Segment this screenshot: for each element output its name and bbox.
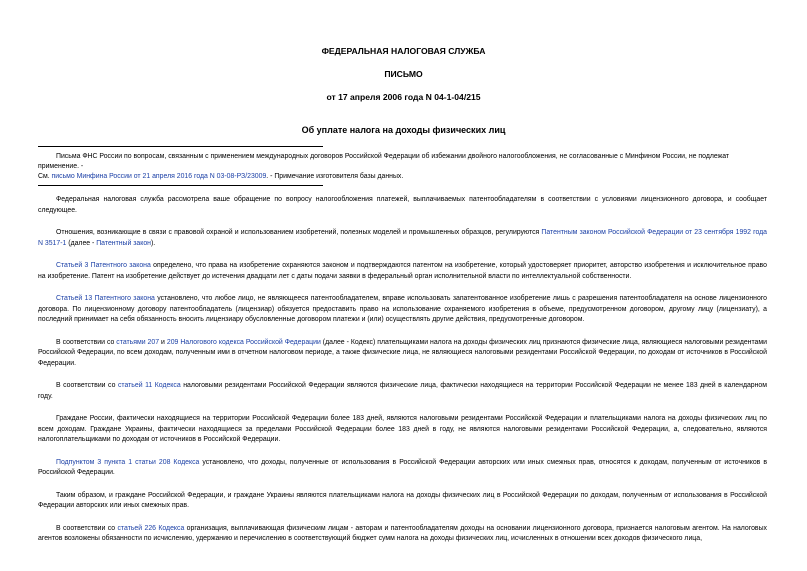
paragraph	[38, 261, 767, 282]
note-top-divider	[38, 146, 323, 147]
paragraph	[38, 491, 767, 512]
article11-link[interactable]: статьей 11 Кодекса	[117, 382, 181, 389]
paragraph-text: налоговыми резидентами Российской Федерации являются физические лица, фактически находящиеся на территории Российской Федерации не менее 183 дней в календарном году.	[38, 382, 767, 400]
article13-link[interactable]: Статьей 13 Патентного закона	[56, 295, 155, 302]
patent-law-short-link[interactable]: Патентный закон	[96, 239, 151, 247]
paragraph-text: ).	[150, 239, 156, 247]
paragraph-text: В соответствии со	[56, 382, 118, 389]
paragraph-text: В соответствии со	[56, 338, 117, 346]
patent-law-link[interactable]: Патентным законом Российской Федерации от 23 сентября 1992 года N 3517-1	[38, 229, 767, 247]
article208-link[interactable]: Подпунктом 3 пункта 1 статьи 208 Кодекса	[56, 458, 200, 466]
paragraph	[38, 524, 767, 545]
tax-code-209-link[interactable]: 209 Налогового кодекса Российской Федерации	[166, 338, 321, 346]
subject-heading: Об уплате налога на доходы физических лиц	[301, 125, 506, 135]
editor-note	[38, 152, 769, 182]
paragraph-text: Федеральная налоговая служба рассмотрела ваше обращение по вопросу налогообложения платежей, выплачиваемых патентообладателям в соответствии с условиями лицензионного договора, и сообщает следующее.	[38, 196, 767, 214]
article207-link[interactable]: статьями 207	[116, 338, 160, 346]
paragraph-text: установлено, что доходы, полученные от использования в Российской Федерации авторских или иных смежных прав, относятся к доходам, полученным от источников в Российской Федерации.	[38, 458, 767, 476]
editor-note-line1: Письма ФНС России по вопросам, связанным с применением международных договоров Российской Федерации об избежании двойного налогообложения, не согласованные с Минфином России, не подлежат применение. -	[38, 153, 730, 170]
letter-body	[38, 195, 767, 557]
paragraph-text: В соответствии со	[56, 524, 118, 532]
paragraph	[38, 381, 767, 402]
paragraph	[38, 294, 767, 326]
paragraph-text: (далее - Кодекс) плательщиками налога на доходы физических лиц признаются физические лица, являющиеся налоговыми резидентами Российской Федерации, по всем доходам, полученным ими в отчетном налоговом периоде, а также физические лица, не являющиеся налоговыми резидентами Российской Федерации, по доходам от источников в Российской Федерации.	[38, 338, 767, 367]
paragraph	[38, 458, 767, 479]
editor-note-suffix: . - Примечание изготовителя базы данных.	[266, 173, 404, 180]
paragraph-text: и	[159, 338, 167, 346]
minfin-letter-link[interactable]: письмо Минфина России от 21 апреля 2016 года N 03-08-РЗ/23009	[51, 173, 267, 180]
editor-note-line2	[38, 172, 769, 182]
editor-note-prefix: См.	[38, 173, 52, 180]
paragraph-text: Таким образом, и граждане Российской Федерации, и граждане Украины являются плательщиками налога на доходы физических лиц в Российской Федерации по доходам, полученным от использования в Российской Федерации авторских или иных смежных прав.	[38, 491, 767, 509]
paragraph-text: установлено, что любое лицо, не являющееся патентообладателем, вправе использовать запатентованное изобретение лишь с разрешения патентообладателя на основе лицензионного договора. По лицензионному договору патентообладатель (лицензиар) обязуется предоставить право на использование охраняемого изобретения в объеме, предусмотренном договором, другому лицу (лицензиату), а последний принимает на себя обязанность вносить лицензиару обусловленные договором платежи и (или) осуществлять другие действия, предусмотренные договором.	[38, 295, 767, 323]
paragraph	[38, 414, 767, 446]
paragraph-text: (далее -	[66, 239, 97, 247]
paragraph	[38, 228, 767, 249]
date-number-heading: от 17 апреля 2006 года N 04-1-04/215	[326, 92, 481, 102]
org-heading: ФЕДЕРАЛЬНАЯ НАЛОГОВАЯ СЛУЖБА	[321, 46, 486, 56]
paragraph-text: Отношения, возникающие в связи с правовой охраной и использованием изобретений, полезных моделей и промышленных образцов, регулируются	[56, 229, 542, 236]
article3-link[interactable]: Статьей 3 Патентного закона	[56, 262, 151, 269]
note-bottom-divider	[38, 185, 323, 186]
article226-link[interactable]: статьей 226 Кодекса	[117, 524, 185, 532]
paragraph-text: определено, что права на изобретение охраняются законом и подтверждаются патентом на изобретение, который удостоверяет приоритет, авторство изобретения и исключительное право на изобретение. Патент на изобретение действует до истечения двадцати лет с даты подачи заявки в федеральный орган исполнительной власти по интеллектуальной собственности.	[38, 262, 767, 280]
paragraph	[38, 195, 767, 216]
paragraph	[38, 338, 767, 370]
doc-type-heading: ПИСЬМО	[384, 69, 423, 79]
paragraph-text: организация, выплачивающая физическим лицам - авторам и патентообладателям доходы на основании лицензионного договора, признается налоговым агентом. На налоговых агентов возложены обязанности по исчислению, удержанию и перечислению в соответствующий бюджет сумм налога на доходы физических лиц, исчисленных в отношении всех доходов физического лица,	[38, 524, 767, 542]
paragraph-text: Граждане России, фактически находящиеся на территории Российской Федерации более 183 дней, являются налоговыми резидентами Российской Федерации и плательщиками налога на доходы физических лиц по всем доходам. Граждане Украины, фактически находящиеся за пределами Российской Федерации более 183 дней в году, не являются налоговыми резидентами Российской Федерации, а, следовательно, являются налогоплательщиками по доходам от источников в Российской Федерации.	[38, 415, 767, 443]
